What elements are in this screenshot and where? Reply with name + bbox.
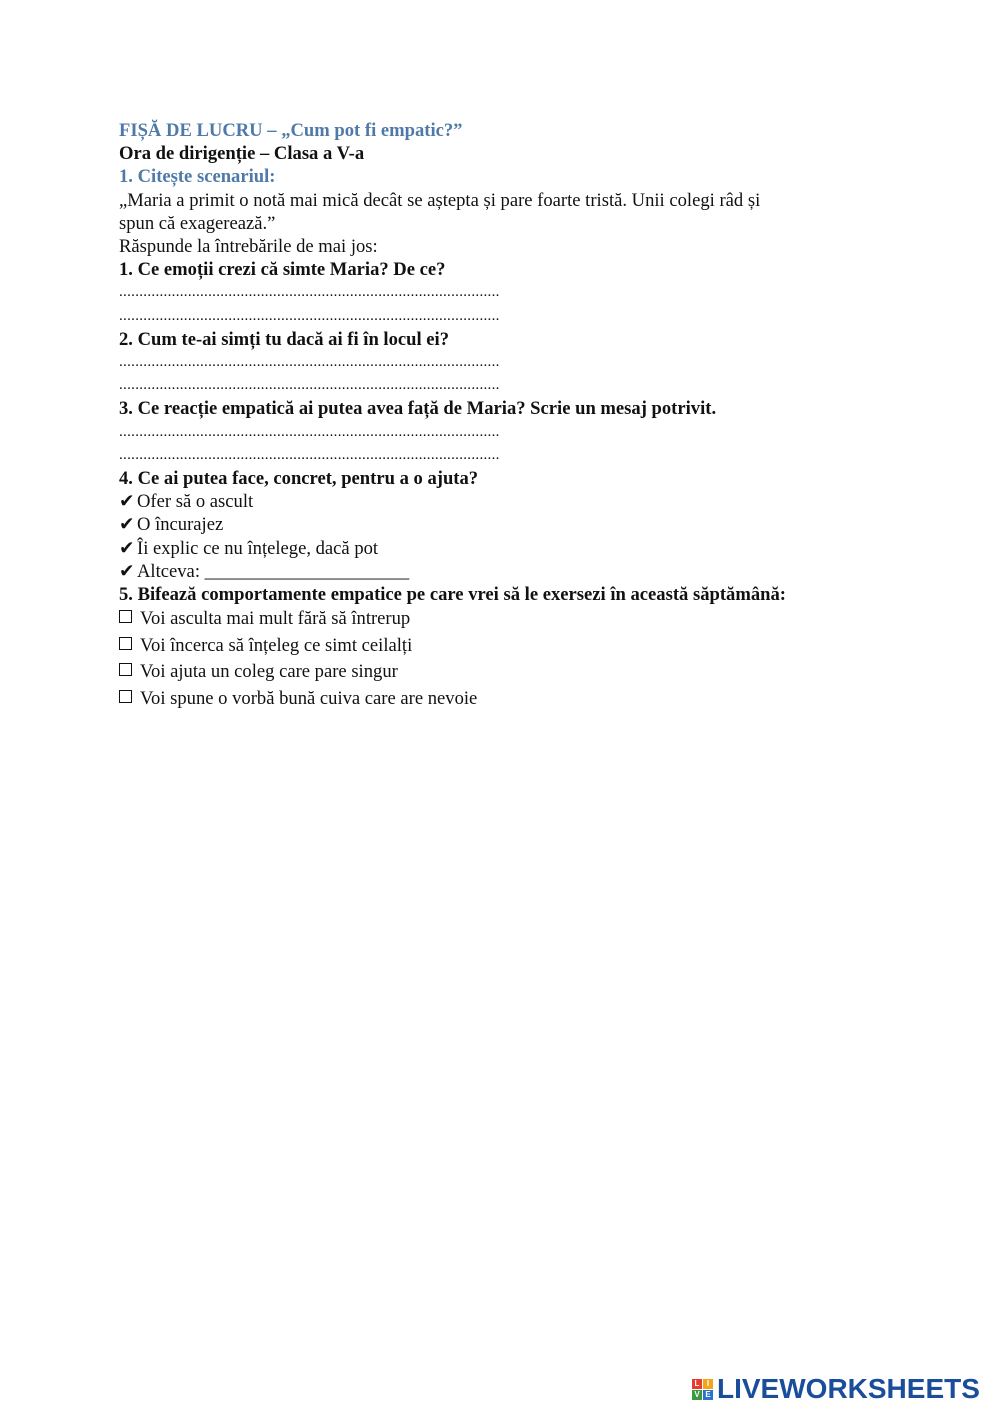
answer-line[interactable]: .............................................................................................. [119,446,500,463]
instruction-text: Răspunde la întrebările de mai jos: [119,236,378,258]
logo-letter: I [703,1379,713,1389]
logo-grid-icon [692,1379,713,1400]
option-item: ✔ Îi explic ce nu înțelege, dacă pot [119,537,379,559]
question-2: 2. Cum te-ai simți tu dacă ai fi în locul ei? [119,328,450,350]
checkbox-icon[interactable] [119,663,132,676]
question-1: 1. Ce emoții crezi că simte Maria? De ce? [119,259,446,281]
scenario-text: „Maria a primit o notă mai mică decât se aștepta și pare foarte tristă. Unii colegi râd și [119,189,761,211]
answer-line[interactable]: .............................................................................................. [119,423,500,440]
check-icon: ✔ [119,514,135,536]
option-item[interactable]: ✔ Altceva: ______________________ [119,560,410,582]
section-heading: 1. Citește scenariul: [119,166,276,188]
logo-text: LIVEWORKSHEETS [717,1373,980,1404]
answer-line[interactable]: .............................................................................................. [119,307,500,324]
liveworksheets-logo [692,1374,980,1404]
checkbox-icon[interactable] [119,690,132,703]
checkbox-icon[interactable] [119,637,132,650]
checkbox-option[interactable]: Voi încerca să înțeleg ce simt ceilalți [119,633,879,660]
answer-line[interactable]: .............................................................................................. [119,377,500,394]
question-5: 5. Bifează comportamente empatice pe care vrei să le exersezi în această săptămână: [119,584,786,606]
worksheet-subtitle: Ora de dirigenție – Clasa a V-a [119,143,365,165]
logo-letter: L [692,1379,702,1389]
check-icon: ✔ [119,491,135,513]
option-item: ✔ Ofer să o ascult [119,491,254,513]
scenario-text: spun că exagerează.” [119,212,276,234]
check-icon: ✔ [119,537,135,559]
worksheet-title: FIȘĂ DE LUCRU – „Cum pot fi empatic?” [119,120,463,141]
option-item: ✔ O încurajez [119,514,224,536]
logo-letter: V [692,1390,702,1400]
answer-line[interactable]: .............................................................................................. [119,354,500,371]
question-4: 4. Ce ai putea face, concret, pentru a o ajuta? [119,468,479,490]
question-3: 3. Ce reacție empatică ai putea avea față de Maria? Scrie un mesaj potrivit. [119,398,717,420]
checkbox-option[interactable]: Voi ajuta un coleg care pare singur [119,659,879,686]
worksheet [119,119,879,712]
check-icon: ✔ [119,560,135,582]
answer-line[interactable]: .............................................................................................. [119,284,500,301]
checkbox-icon[interactable] [119,610,132,623]
checkbox-option[interactable]: Voi asculta mai mult fără să întrerup [119,606,879,633]
logo-letter: E [703,1390,713,1400]
checkbox-option[interactable]: Voi spune o vorbă bună cuiva care are nevoie [119,686,879,713]
